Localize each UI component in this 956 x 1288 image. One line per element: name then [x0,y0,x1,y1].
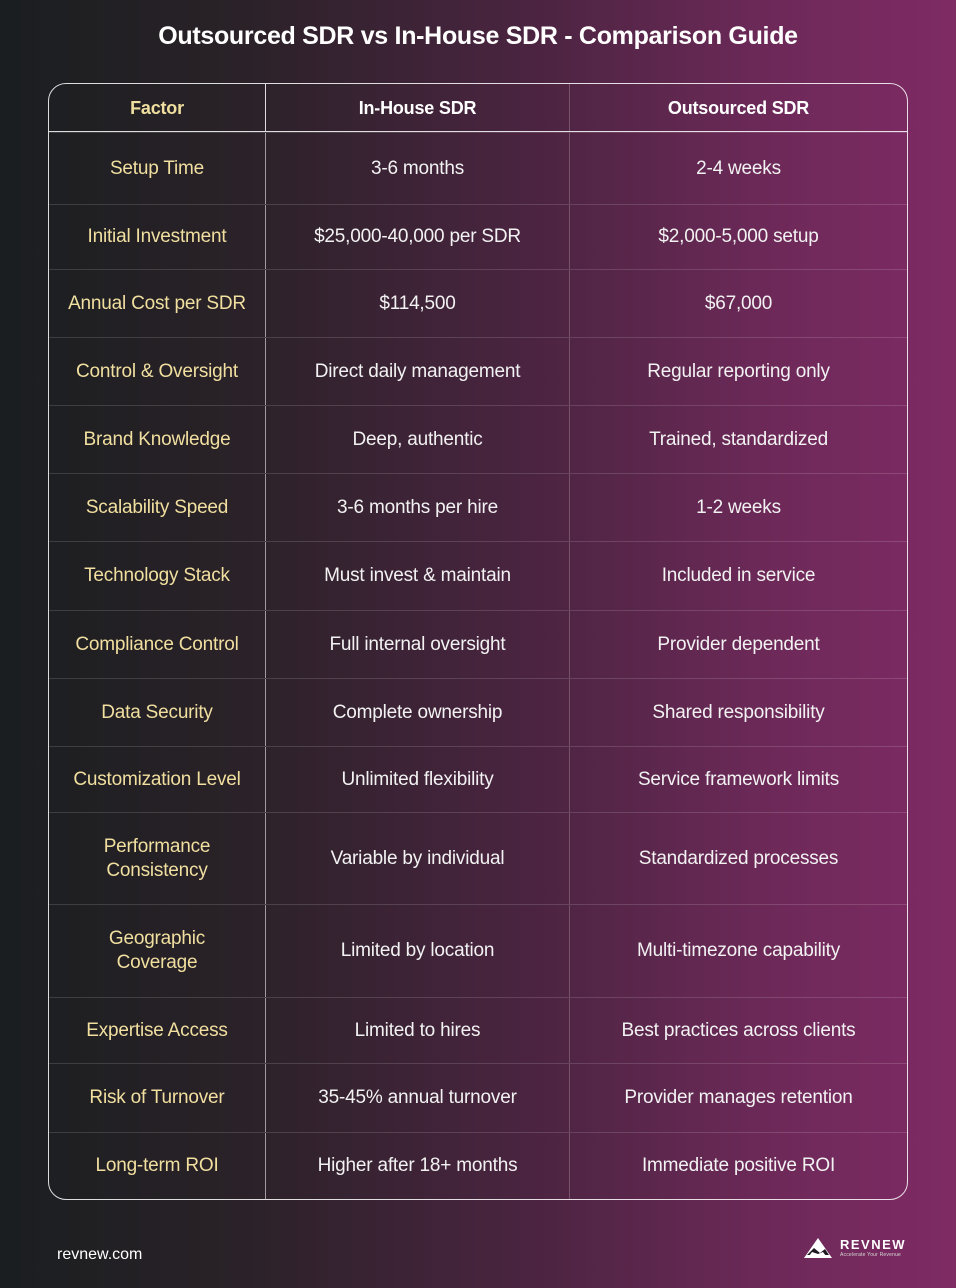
website-link[interactable]: revnew.com [57,1246,143,1263]
table-row [49,337,907,405]
mountain-logo-icon [803,1236,833,1260]
in-house-cell: Limited by location [266,905,570,997]
table-row [49,1063,907,1132]
factor-cell: Technology Stack [49,542,266,610]
outsourced-cell: Multi-timezone capability [636,940,841,961]
factor-cell: Performance Consistency [49,813,266,904]
table-row [49,997,907,1063]
outsourced-cell: 2-4 weeks [696,157,781,179]
factor-cell: Risk of Turnover [49,1064,266,1132]
table-row [49,610,907,678]
table-row [49,746,907,812]
in-house-cell: Complete ownership [266,679,570,746]
factor-cell: Annual Cost per SDR [49,270,266,337]
in-house-cell: Limited to hires [266,998,570,1063]
page-title: Outsourced SDR vs In-House SDR - Comparison Guide [158,22,798,50]
factor-cell: Setup Time [49,133,266,204]
table-header-row [49,84,907,132]
header-factor: Factor [49,84,266,131]
in-house-cell: Full internal oversight [266,611,570,678]
table-row [49,473,907,541]
factor-cell: Data Security [49,679,266,746]
in-house-cell: $25,000-40,000 per SDR [266,205,570,269]
outsourced-cell: $2,000-5,000 setup [658,226,819,247]
factor-cell: Initial Investment [49,205,266,269]
factor-cell: Control & Oversight [49,338,266,405]
outsourced-cell: Service framework limits [637,768,840,790]
table-row [49,1132,907,1199]
header-in-house: In-House SDR [266,84,570,131]
outsourced-cell: Immediate positive ROI [641,1155,836,1176]
outsourced-cell: Provider manages retention [624,1087,853,1108]
outsourced-cell: Regular reporting only [647,360,830,382]
factor-cell: Brand Knowledge [49,406,266,473]
factor-cell: Expertise Access [49,998,266,1063]
brand-tagline: Accelerate Your Revenue [840,1252,902,1258]
brand-logo [803,1236,906,1260]
header-outsourced: Outsourced SDR [667,97,810,118]
outsourced-cell: Included in service [661,565,816,586]
factor-cell: Long-term ROI [49,1133,266,1199]
in-house-cell: 3-6 months [266,133,570,204]
in-house-cell: Variable by individual [266,813,570,904]
in-house-cell: Direct daily management [266,338,570,405]
in-house-cell: 35-45% annual turnover [266,1064,570,1132]
outsourced-cell: Best practices across clients [621,1019,856,1041]
table-row [49,904,907,997]
table-row [49,541,907,610]
factor-cell: Geographic Coverage [49,905,266,997]
outsourced-cell: Shared responsibility [652,701,825,723]
outsourced-cell: 1-2 weeks [696,496,781,518]
brand-name: REVNEW [840,1237,907,1252]
table-row [49,678,907,746]
outsourced-cell: $67,000 [704,292,773,314]
in-house-cell: Unlimited flexibility [266,747,570,812]
in-house-cell: Must invest & maintain [266,542,570,610]
in-house-cell: Higher after 18+ months [266,1133,570,1199]
comparison-table [48,83,908,1200]
factor-cell: Customization Level [49,747,266,812]
table-row [49,812,907,904]
table-row [49,269,907,337]
table-row [49,405,907,473]
table-row [49,132,907,204]
factor-cell: Scalability Speed [49,474,266,541]
factor-cell: Compliance Control [49,611,266,678]
outsourced-cell: Trained, standardized [649,428,828,450]
table-row [49,204,907,269]
in-house-cell: 3-6 months per hire [266,474,570,541]
outsourced-cell: Provider dependent [657,633,820,655]
outsourced-cell: Standardized processes [638,847,839,869]
in-house-cell: $114,500 [266,270,570,337]
in-house-cell: Deep, authentic [266,406,570,473]
